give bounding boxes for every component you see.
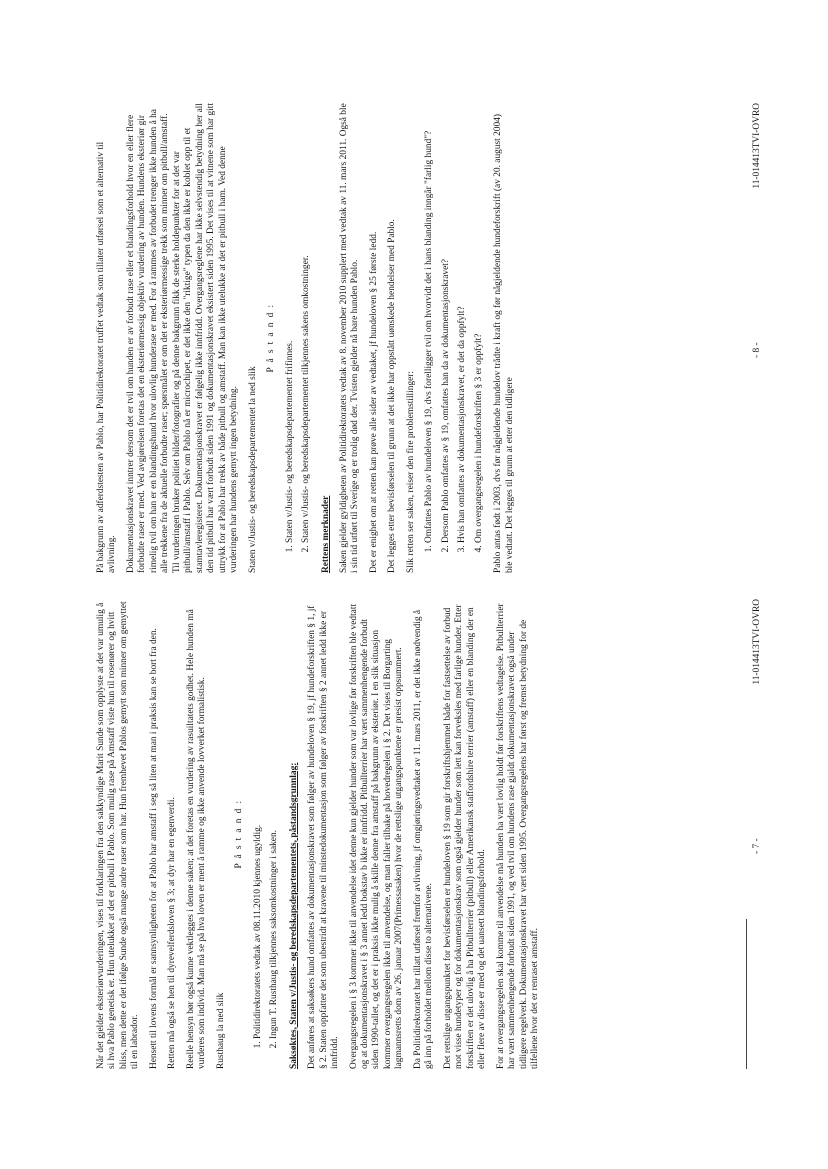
issue-item: 3. Hvis han omfattes av dokumentasjonskravet, er det da oppfylt? [457, 103, 468, 543]
party-line: Rusthaug la ned slik [215, 992, 226, 1069]
issue-item: 4. Om overgangsregelen i hundeforskriften § 3 er oppfylt? [474, 103, 485, 543]
pastand-label: P å s t a n d : [234, 799, 245, 869]
case-number: 11-014413TVI-OVRO [752, 599, 762, 685]
claims-list [253, 599, 281, 1069]
paragraph: Det anføres at saksøkers hund omfattes av dokumentasjonskravet som følger av hundeloven § 19, jf hundeforskriften § 1, jf § 2. Staten oppfatter det som ubestridt at kravene til minstedokumentasjon som følger av forskriften § 2 annet ledd ikke er innfridd. [307, 605, 341, 1069]
paragraph: Overgangsregelen i § 3 kommer ikke til anvendelse idet denne kun gjelder hunder som var lovlige før forskriften ble vedtatt og at dokumentasjonskravet i § 3 annet ledd bokstav b ikke er innfridd. Pitbullterrier har vært sammenhengende forbudt siden 1990-tallet, og det er i praksis ikke mulig å skille denne fra amstaff på bakgrunn av eksteriør. I en slik situasjon kommer overgangsregelen ikke til anvendelse, og man faller tilbake på hovedregelen i § 2. Det vises til Borgarting lagmannsretts dom av 26. januar 2007(Primessasaken) hvor de rettslige utgangspunktene er presist oppsummert. [348, 603, 405, 1069]
paragraph: Reelle hensyn bør også kunne vektlegges i denne saken; at det foretas en vurdering av rasuiltatets godhet. Hele hunden må vurderes som individ. Man må se på hva loven er ment å ramme og ikke anvende lovverket formalistisk. [185, 609, 208, 1069]
section-heading: Saksøktes, Staten v/Justis- og beredskapsdepartementets, påstandsgrunnlag: [288, 762, 299, 1069]
issue-item: 2. Dersom Pablo omfattes av § 19, omfattes han da av dokumentasjonskravet? [441, 103, 452, 543]
issue-item: 1. Omfattes Pablo av hundeloven § 19, dvs forelligger tvil om hvorvidt det i hans blanding inngår "farlig hund"? [424, 103, 435, 543]
case-number: 11-014413TVI-OVRO [752, 103, 762, 189]
pastand-label: P å s t a n d : [266, 303, 277, 373]
paragraph: Det legges etter bevisførselen til grunn at det ikke har oppstått uønskede hendelser med Pablo. [387, 219, 398, 573]
issues-list [424, 103, 485, 573]
paragraph: Det rettslige utgangspunktet for bevisførselen er hundeloven § 19 som gir forskriftshjemmel både for fastsettelse av forbud mot visse hundetyper og for dokumentasjonskrav som også gjelder hunder som lett kan forveksles med farlige hunder. Etter forskriften er det ulovlig å ha Pitbullterrier (pitbull) eller Amerikansk staffordshire terrier (amstaff) eller en blanding der en eller flere av disse er med og det uansett blandingsforhold. [442, 604, 488, 1069]
claims-list [285, 103, 313, 573]
paragraph: Dokumentasjonskravet inntrer dersom det er tvil om hunden er av forbudt rase eller et blandingsforhold hvor en eller flere forbudte raser er med. Ved avgjørelsen foretas det en eksteriørmessig objektiv vurdering av hunden. Hundens eksteriør gir rimelig tvil om han er en blandingshund hvor ulovlig hunderase er med. For å rammes av forbudet trenger ikke hunden å ha alle trekkene fra de aktuelle forbudte raser; spørsmålet er om det er eksteriørmessige trekk som minner om pitbull/amstaff. Til vurderingen bruker politiet bilder/fotografier og på denne bakgrunn fikk de sterke holdepunkter for at det var pitbull/amstaff i Pablo. Selv om Pablo nå er microchipet, er det ikke den "riktige" typen da den ikke er koblet opp til et stamtavleregisteret. Dokumentasjonskravet er følgelig ikke innfridd. Overgangsreglene har ikke selvstendig betydning her all den tid pitbull har vært forbudt siden 1991 og dokumentasjonskravet eksistert siden 1995. Det vises til at vitnene som har gitt uttrykk for at Pablo har trekk av både pitbull og amstaff. Man kan ikke utelukke at det er pitbull i ham. Ved denne vurderingen har hundens gemytt ingen betydning. [125, 103, 240, 573]
paragraph: Retten må også se hen til dyrevelferdsloven § 3; at dyr har en egenverdi. [167, 797, 178, 1069]
paragraph: Pablo antas født i 2003, dvs før någjeldende hundelov trådte i kraft og før någjeldende hundeforskrift (av 20. august 2004) ble vedtatt. Det legges til grunn at etter den tidligere [493, 114, 515, 573]
paragraph: Da Politidirektoratet har tillatt utførsel fremfor avlivning, jf omgjøringsvedtaket av 11. mars 2011, er det ikke nødvendig å gå inn på forholdet mellom disse to alternativene. [412, 609, 435, 1069]
page-number: - 8 - [752, 342, 762, 358]
page-8 [96, 103, 523, 573]
paragraph: Saken gjelder gyldigheten av Politidirektoratets vedtak av 8. november 2010 supplert med vedtak av 11. mars 2011. Også ble i sin tid utført til Sverige og er trolig død der. Tvisten gjelder nå bare hunden Pablo. [338, 103, 361, 573]
paragraph: Hensett til lovens formål er sannsynligheten for at Pablo har amstaff i seg så liten at man i praksis kan se bort fra den. [148, 628, 159, 1069]
paragraph: For at overgangsregelen skal komme til anvendelse må hunden ha vært lovlig holdt før forskriftens vedtagelse. Pitbullterrier har vært sammenhengende forbudt siden 1991, og ved tvil om hundens rase gjaldt dokumentasjonskravet også under tidligere regelverk. Dokumentasjonskravet har vært siden 1995. Overgangsregelens har først og fremst betydning for de tilfellene hvor det er renraset amstaff. [495, 603, 541, 1069]
paragraph: Når det gjelder eksteriørvurderingen, vises til forklaringen fra den sakkyndige Marit Sunde som opplyste at det var umulig å si hva Pablo genetisk er. Hun utelukket at det er pitbull i Pablo. Som mulig rase på Amstaff viste hun til rosenører og hvitt bliss, men dette er det ifølge Sunde også mange andre raser som har. Hun fremhevet Pablos gemytt som minner om gemyttet til en labrador. [96, 601, 141, 1069]
party-line: Staten v/Justis- og beredskapsdepartementet la ned slik [247, 366, 258, 573]
section-heading: Rettens merknader [320, 495, 331, 573]
paragraph: På bakgrunn av adferdstesten av Pablo, har Politidirektoratet truffet vedtak som tillater utførsel som et alternativ til avlivning. [96, 141, 118, 573]
page-number: - 7 - [752, 838, 762, 854]
claim-item: 2. Staten v/Justis- og beredskapsdepartementet tilkjennes sakens omkostninger. [301, 103, 312, 543]
paragraph: Slik retten ser saken, reiser den fire problemstillinger: [405, 370, 416, 573]
paragraph: Det er enighet om at retten kan prøve alle sider av vedtaket, jf hundeloven § 25 første ledd. [368, 231, 379, 573]
footer-rule [746, 919, 747, 1069]
claim-item: 1. Staten v/Justis- og beredskapsdepartementet frifinnes. [285, 103, 296, 543]
claim-item: 1. Politidirektoratets vedtak av 08.11.2010 kjennes ugyldig. [253, 599, 264, 1039]
page-7 [96, 599, 549, 1069]
claim-item: 2. Ingun T. Rusthaug tilkjennes saksomkostninger i saken. [269, 599, 280, 1039]
